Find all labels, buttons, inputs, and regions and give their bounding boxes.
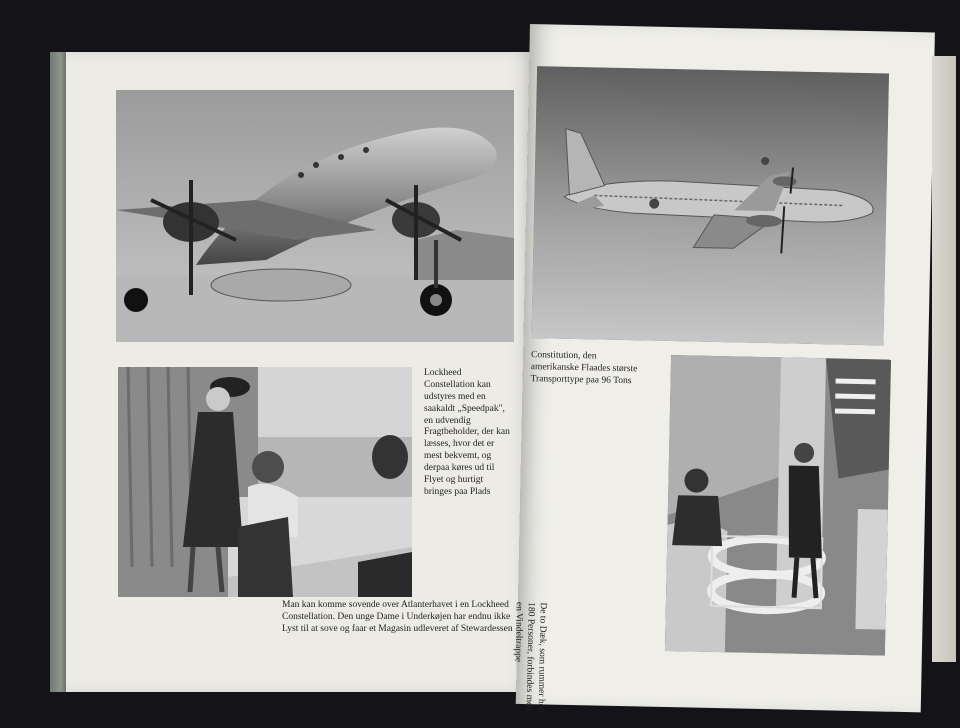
right-page (512, 24, 935, 714)
photo-decks (665, 355, 891, 656)
caption-constellation-speedpak: Lockheed Constellation kan udstyres med en saakaldt „Speedpak", en udvendig Fragtbeholder, der kan læsses, hvor det er mest bekvemt, og derpaa køres ud til Flyet og hurtigt bringes paa Plads (424, 368, 510, 497)
caption-sleeping-passenger: Man kan komme sovende over Atlanterhavet i en Lockheed Constellation. Den unge Dame i Underkøjen har endnu ikke Lyst til at sove og faar et Magasin udleveret af Stewardessen (282, 600, 513, 634)
caption-constitution: Constitution, den amerikanske Flaades største Transporttype paa 96 Tons (530, 350, 638, 386)
decks-illustration (665, 355, 891, 656)
caption-two-decks: De to Dæk, som rummer helt 180 Personer, forbindes med en Vindeltrappe (512, 601, 548, 714)
photo-berth (118, 367, 412, 597)
berth-illustration (118, 367, 412, 597)
photo-constellation-ground (116, 90, 514, 342)
photo-constitution-flight (531, 66, 889, 345)
plane-ground-illustration (116, 90, 514, 342)
plane-flight-illustration (531, 66, 889, 345)
page-stack-edge (932, 56, 956, 662)
left-page (66, 52, 538, 692)
